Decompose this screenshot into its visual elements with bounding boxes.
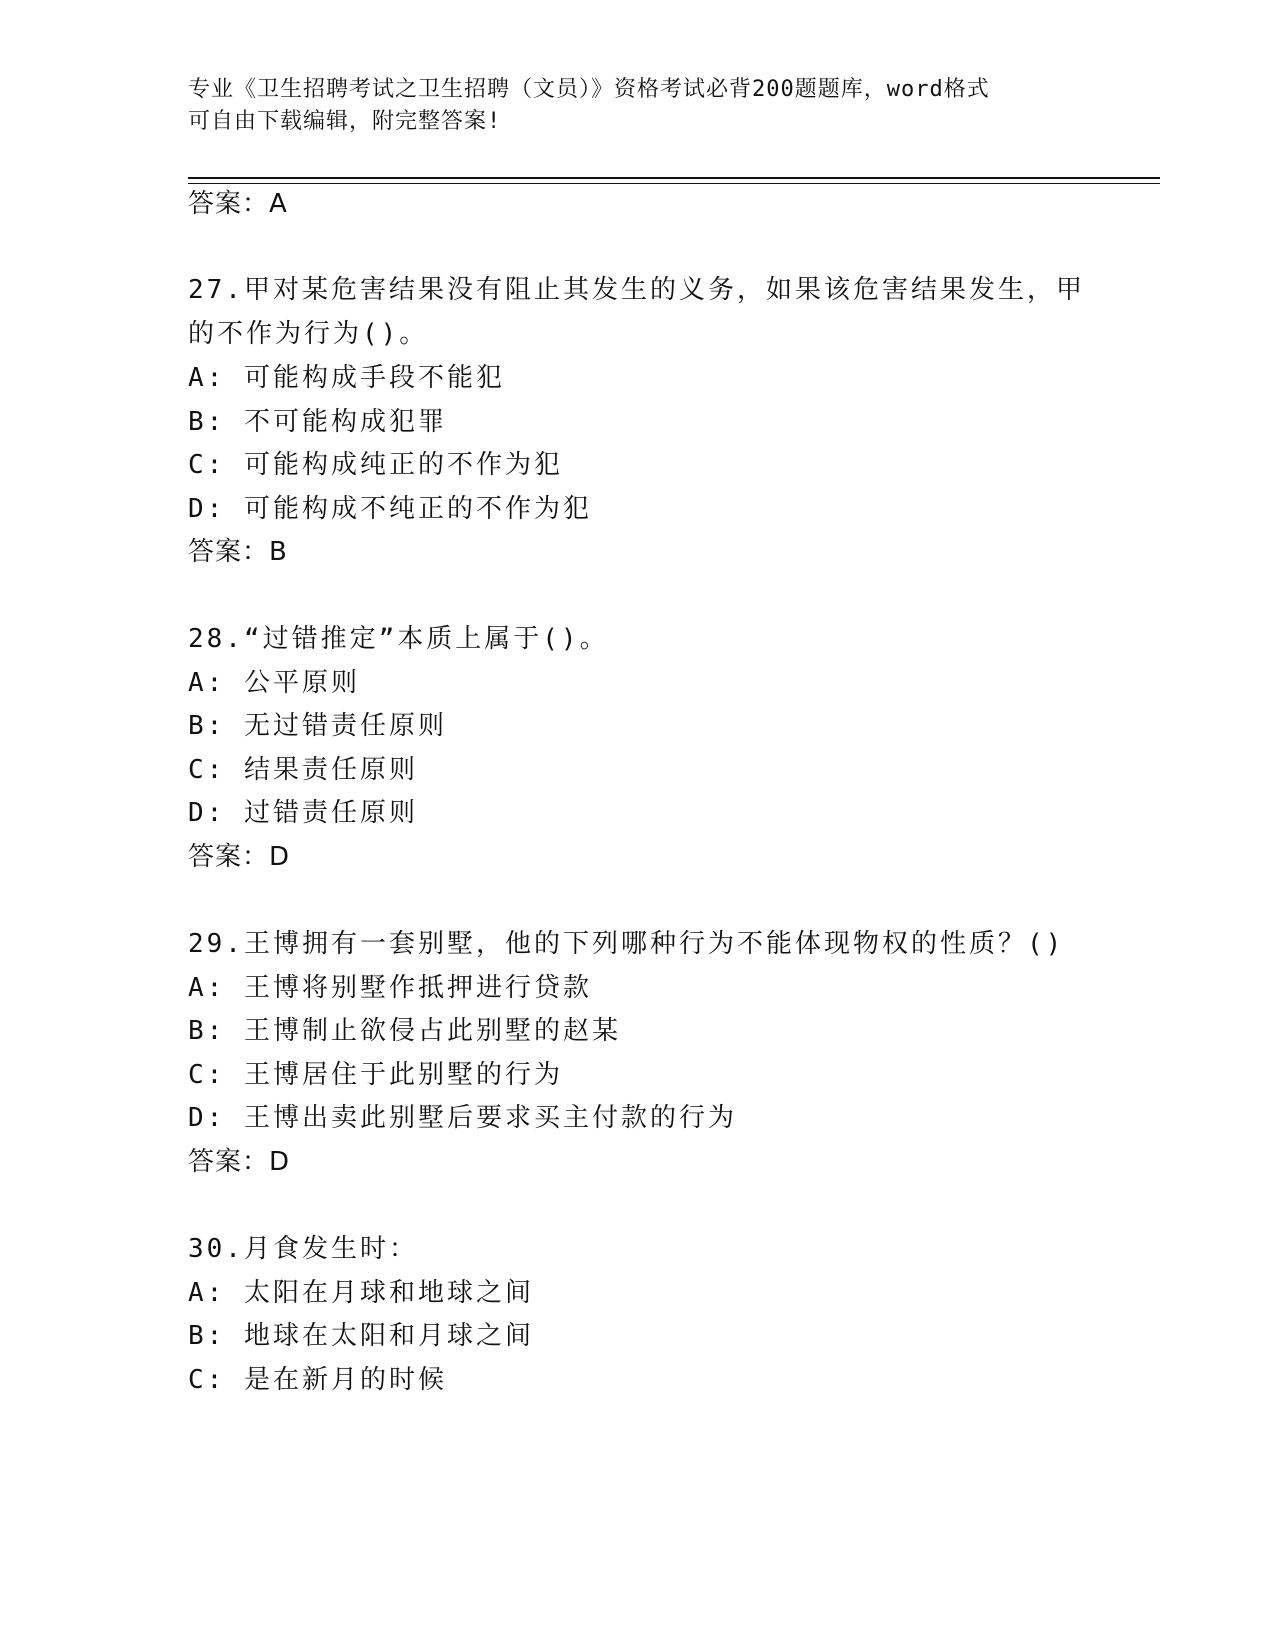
option-a: A: 王博将别墅作抵押进行贷款 [188,973,592,1003]
answer-line: 答案：D [188,1147,291,1177]
answer-line: 答案：A [188,189,288,219]
question-stem: 28.“过错推定”本质上属于()。 [188,624,609,654]
option-d: D: 王博出卖此别墅后要求买主付款的行为 [188,1103,737,1133]
option-d: D: 可能构成不纯正的不作为犯 [188,494,592,524]
answer-line: 答案：D [188,842,291,872]
question-stem-continued: 的不作为行为()。 [188,319,429,349]
option-c: C: 可能构成纯正的不作为犯 [188,450,563,480]
option-b: B: 王博制止欲侵占此别墅的赵某 [188,1016,621,1046]
option-b: B: 地球在太阳和月球之间 [188,1321,534,1351]
option-b: B: 无过错责任原则 [188,711,447,741]
header-rule-thin [188,183,1160,184]
option-a: A: 太阳在月球和地球之间 [188,1278,534,1308]
header-rule-thick [188,177,1160,179]
option-d: D: 过错责任原则 [188,798,418,828]
question-stem: 30.月食发生时： [188,1234,418,1264]
option-b: B: 不可能构成犯罪 [188,407,447,437]
option-c: C: 结果责任原则 [188,755,418,785]
option-c: C: 是在新月的时候 [188,1365,447,1395]
header-line-2: 可自由下载编辑，附完整答案! [188,109,502,134]
document-header [188,74,1088,138]
option-a: A: 公平原则 [188,668,360,698]
option-c: C: 王博居住于此别墅的行为 [188,1060,563,1090]
question-stem: 27.甲对某危害结果没有阻止其发生的义务，如果该危害结果发生，甲 [188,275,1085,305]
answer-line: 答案：B [188,537,288,567]
option-a: A: 可能构成手段不能犯 [188,363,505,393]
question-stem: 29.王博拥有一套别墅，他的下列哪种行为不能体现物权的性质？() [188,929,1065,959]
header-line-1: 专业《卫生招聘考试之卫生招聘（文员）》资格考试必背200题题库，word格式 [188,77,990,102]
